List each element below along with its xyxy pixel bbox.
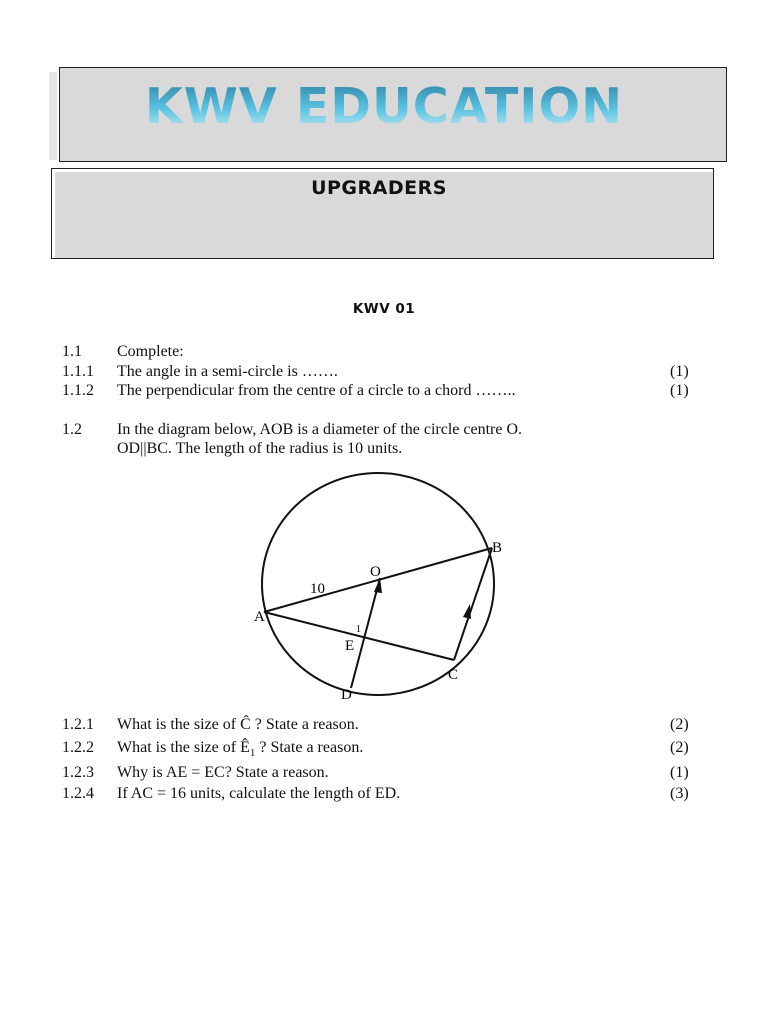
question-mark: (1) (670, 382, 689, 399)
diameter-AOB (264, 548, 492, 612)
subquestion-pre: What is the size of (117, 739, 241, 756)
question-number: 1.1.1 (62, 363, 94, 380)
label-o: O (370, 564, 381, 580)
subquestion-pre: Why is (117, 764, 166, 781)
brand-title: KWV EDUCATION (0, 78, 768, 135)
chord-BC (454, 548, 492, 660)
question-text: OD||BC. The length of the radius is 10 units. (117, 440, 403, 457)
subquestion-number: 1.2.2 (62, 739, 94, 756)
question-text: In the diagram below, AOB is a diameter of the circle centre O. (117, 421, 523, 438)
subquestion-text (117, 785, 400, 803)
parallel-arrow-bc (463, 604, 471, 619)
subquestion-text (117, 764, 329, 782)
subquestion-post: ? State a reason. (255, 739, 364, 756)
label-b: B (492, 540, 503, 556)
question-text: The perpendicular from the centre of a circle to a chord …….. (117, 382, 516, 399)
label-radius: 10 (310, 581, 325, 597)
question-number: 1.1.2 (62, 382, 94, 399)
subquestion-number: 1.2.3 (62, 764, 94, 781)
subquestion-mark: (2) (670, 716, 689, 733)
subquestion-symbol: AC = 16 units (130, 785, 222, 802)
label-a: A (254, 609, 265, 625)
label-c: C (448, 667, 459, 683)
label-d: D (341, 687, 352, 703)
label-angle-1: 1 (356, 624, 361, 635)
subquestion-text (117, 739, 363, 762)
question-number: 1.1 (62, 343, 82, 360)
subquestion-pre: If (117, 785, 131, 802)
question-mark: (1) (670, 363, 689, 380)
subquestion-number: 1.2.4 (62, 785, 94, 802)
question-text: The angle in a semi-circle is ……. (117, 363, 338, 380)
subquestion-symbol: Ĉ (240, 716, 251, 733)
subquestion-mark: (3) (670, 785, 689, 802)
section-title: KWV 01 (352, 301, 416, 317)
subquestion-post: , calculate the length of ED. (221, 785, 401, 802)
question-number: 1.2 (62, 421, 82, 438)
subquestion-number: 1.2.1 (62, 716, 94, 733)
subquestion-subscript: 1 (249, 747, 256, 760)
subtitle-text: UPGRADERS (311, 177, 447, 199)
question-text: Complete: (117, 343, 184, 360)
subquestion-mark: (1) (670, 764, 689, 781)
subquestion-symbol: AE = EC (165, 764, 225, 781)
subquestion-post: ? State a reason. (250, 716, 359, 733)
subquestion-post: ? State a reason. (224, 764, 329, 781)
chord-AC (264, 612, 454, 660)
label-e: E (345, 638, 355, 654)
subquestion-pre: What is the size of (117, 716, 241, 733)
subquestion-text (117, 716, 359, 734)
subquestion-mark: (2) (670, 739, 689, 756)
subquestion-symbol: Ê (240, 739, 250, 756)
